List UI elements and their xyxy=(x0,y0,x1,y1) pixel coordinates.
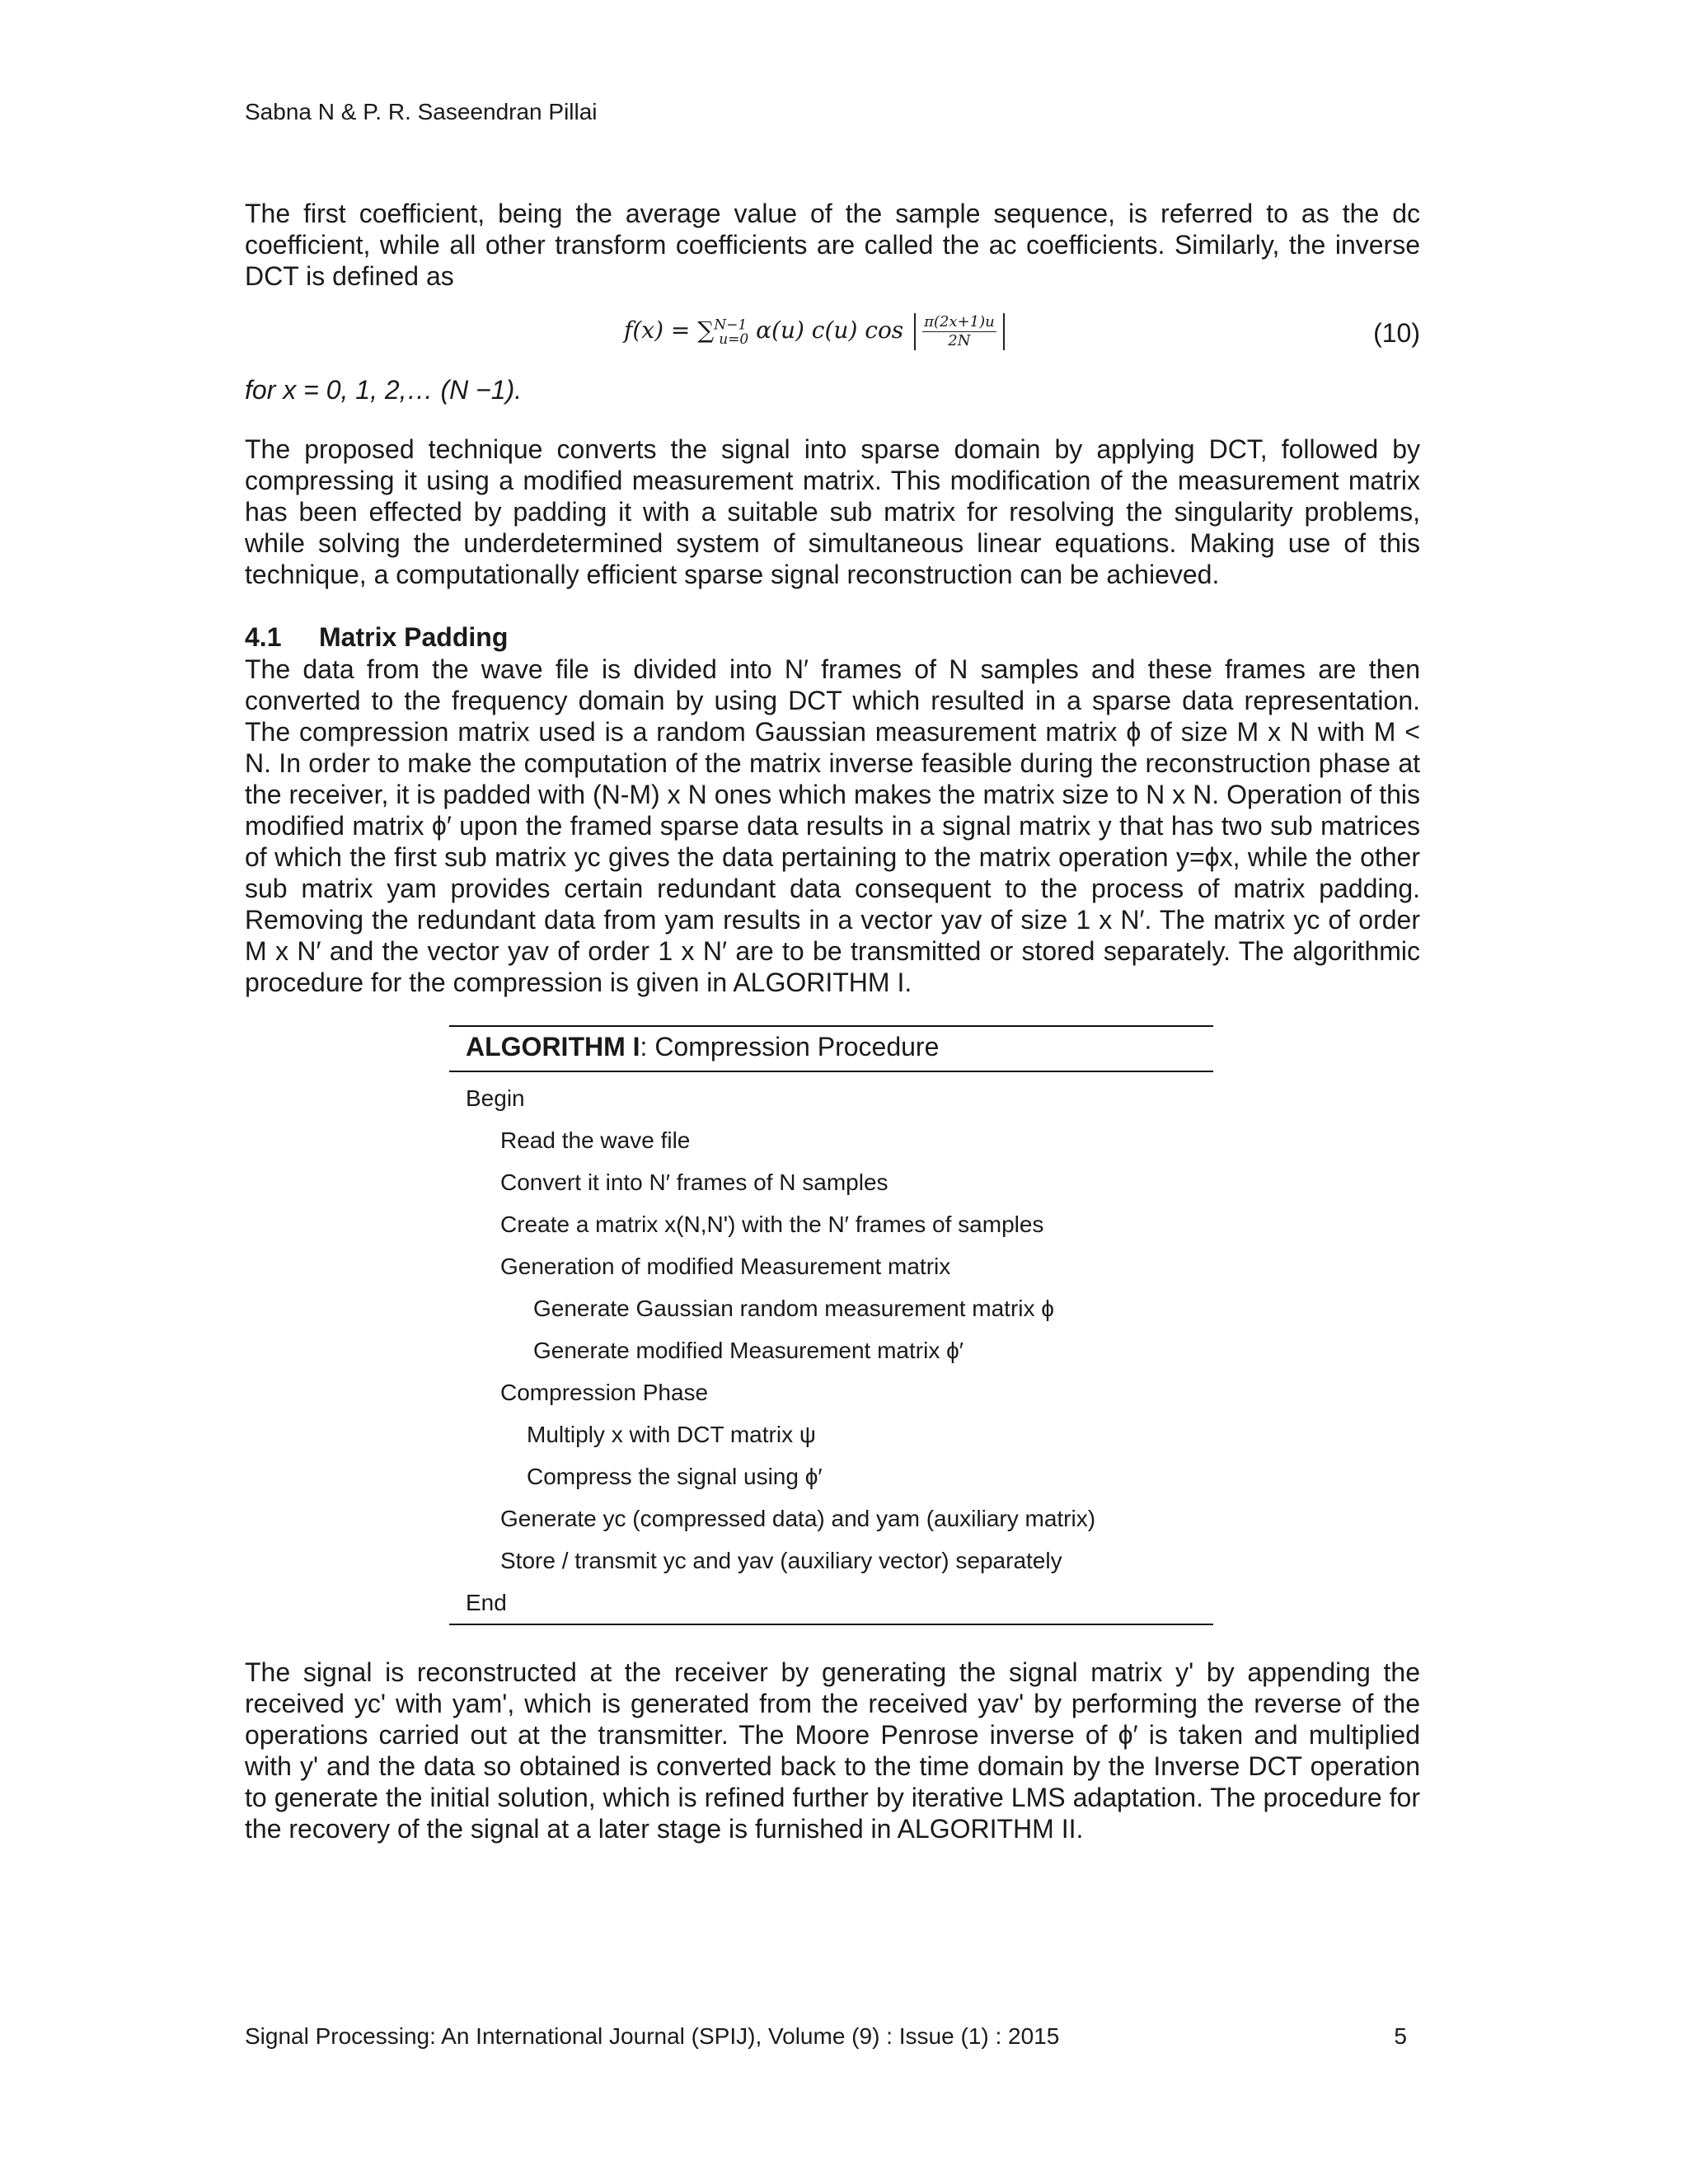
algorithm-title xyxy=(449,1027,1213,1071)
page-number: 5 xyxy=(1394,2023,1407,2049)
eq-cos-argument xyxy=(914,313,1005,350)
algorithm-step: Read the wave file xyxy=(500,1127,691,1153)
algorithm-step: End xyxy=(466,1590,507,1615)
eq-sum-upper: N−1 xyxy=(714,316,748,334)
footer-journal: Signal Processing: An International Journal (SPIJ), Volume (9) : Issue (1) : 2015 xyxy=(245,2023,1060,2049)
section-number: 4.1 xyxy=(245,622,282,652)
algorithm-box xyxy=(449,1025,1213,1625)
paragraph-proposed-technique: The proposed technique converts the signal into sparse domain by applying DCT, followed by compressing it using a modified measurement matrix. This modification of the measurement matrix has been effected by padding it with a suitable sub matrix for resolving the singularity problems, while solving the underdetermined system of simultaneous linear equations. Making use of this technique, a computationally efficient sparse signal reconstruction can be achieved. xyxy=(245,434,1420,589)
eq-lhs: f(x) = xyxy=(624,316,698,344)
section-heading xyxy=(245,622,508,653)
inverse-dct-formula xyxy=(624,313,1008,350)
paragraph-dc-coefficient: The first coefficient, being the average value of the sample sequence, is referred to as the dc coefficient, while all other transform coefficients are called the ac coefficients. Similarly, the inverse DCT is defined as xyxy=(245,199,1420,291)
algorithm-step: Generate modified Measurement matrix ϕ′ xyxy=(533,1338,964,1363)
for-x-text: for x = 0, 1, 2,… (N −1). xyxy=(245,375,523,405)
algorithm-bottom-rule xyxy=(449,1624,1213,1625)
algorithm-steps xyxy=(449,1072,1213,1624)
algorithm-step: Generation of modified Measurement matrix xyxy=(500,1254,951,1279)
algorithm-step: Multiply x with DCT matrix ψ xyxy=(527,1422,816,1447)
eq-frac-top: π(2x+1)u xyxy=(924,313,995,330)
algorithm-step: Create a matrix x(N,N') with the N′ frames of samples xyxy=(500,1212,1044,1237)
algorithm-step: Begin xyxy=(466,1085,525,1111)
algorithm-step: Compress the signal using ϕ′ xyxy=(527,1464,823,1489)
paragraph-reconstruction: The signal is reconstructed at the receiver by generating the signal matrix y' by appending the received yc' with yam', which is generated from the received yav' by performing the reverse of the operations carried out at the transmitter. The Moore Penrose inverse of ϕ′ is taken and multiplied with y' and the data so obtained is converted back to the time domain by the Inverse DCT operation to generate the initial solution, which is refined further by iterative LMS adaptation. The procedure for the recovery of the signal at a later stage is furnished in ALGORITHM II. xyxy=(245,1657,1420,1844)
algorithm-step: Generate yc (compressed data) and yam (auxiliary matrix) xyxy=(500,1506,1096,1531)
equation-10 xyxy=(245,313,1420,363)
eq-body: α(u) c(u) cos xyxy=(748,316,912,344)
algorithm-title-text: : Compression Procedure xyxy=(640,1032,940,1062)
equation-number: (10) xyxy=(1373,318,1420,348)
paragraph-matrix-padding: The data from the wave file is divided into N′ frames of N samples and these frames are then converted to the frequency domain by using DCT which resulted in a sparse data representation. The compression matrix used is a random Gaussian measurement matrix ϕ of size M x N with M < N. In order to make the computation of the matrix inverse feasible during the reconstruction phase at the receiver, it is padded with (N-M) x N ones which makes the matrix size to N x N. Operation of this modified matrix ϕ′ upon the framed sparse data results in a signal matrix y that has two sub matrices of which the first sub matrix yc gives the data pertaining to the matrix operation y=ϕx, while the other sub matrix yam provides certain redundant data consequent to the process of matrix padding. Removing the redundant data from yam results in a vector yav of size 1 x N′. The matrix yc of order M x N′ and the vector yav of order 1 x N′ are to be transmitted or stored separately. The algorithmic procedure for the compression is given in ALGORITHM I. xyxy=(245,654,1420,997)
eq-sum-symbol: ∑ xyxy=(697,316,715,344)
algorithm-title-label: ALGORITHM I xyxy=(466,1032,640,1062)
algorithm-step: Generate Gaussian random measurement matrix ϕ xyxy=(533,1296,1054,1321)
running-header-authors: Sabna N & P. R. Saseendran Pillai xyxy=(245,99,598,124)
eq-frac-bottom: 2N xyxy=(948,332,971,349)
equation-domain-note xyxy=(245,375,522,405)
page-footer xyxy=(245,2023,1407,2050)
algorithm-step: Store / transmit yc and yav (auxiliary vector) separately xyxy=(500,1548,1062,1573)
algorithm-step: Convert it into N′ frames of N samples xyxy=(500,1169,889,1195)
algorithm-step: Compression Phase xyxy=(500,1380,709,1405)
eq-sum-lower: u=0 xyxy=(719,330,749,348)
section-title: Matrix Padding xyxy=(319,622,509,652)
